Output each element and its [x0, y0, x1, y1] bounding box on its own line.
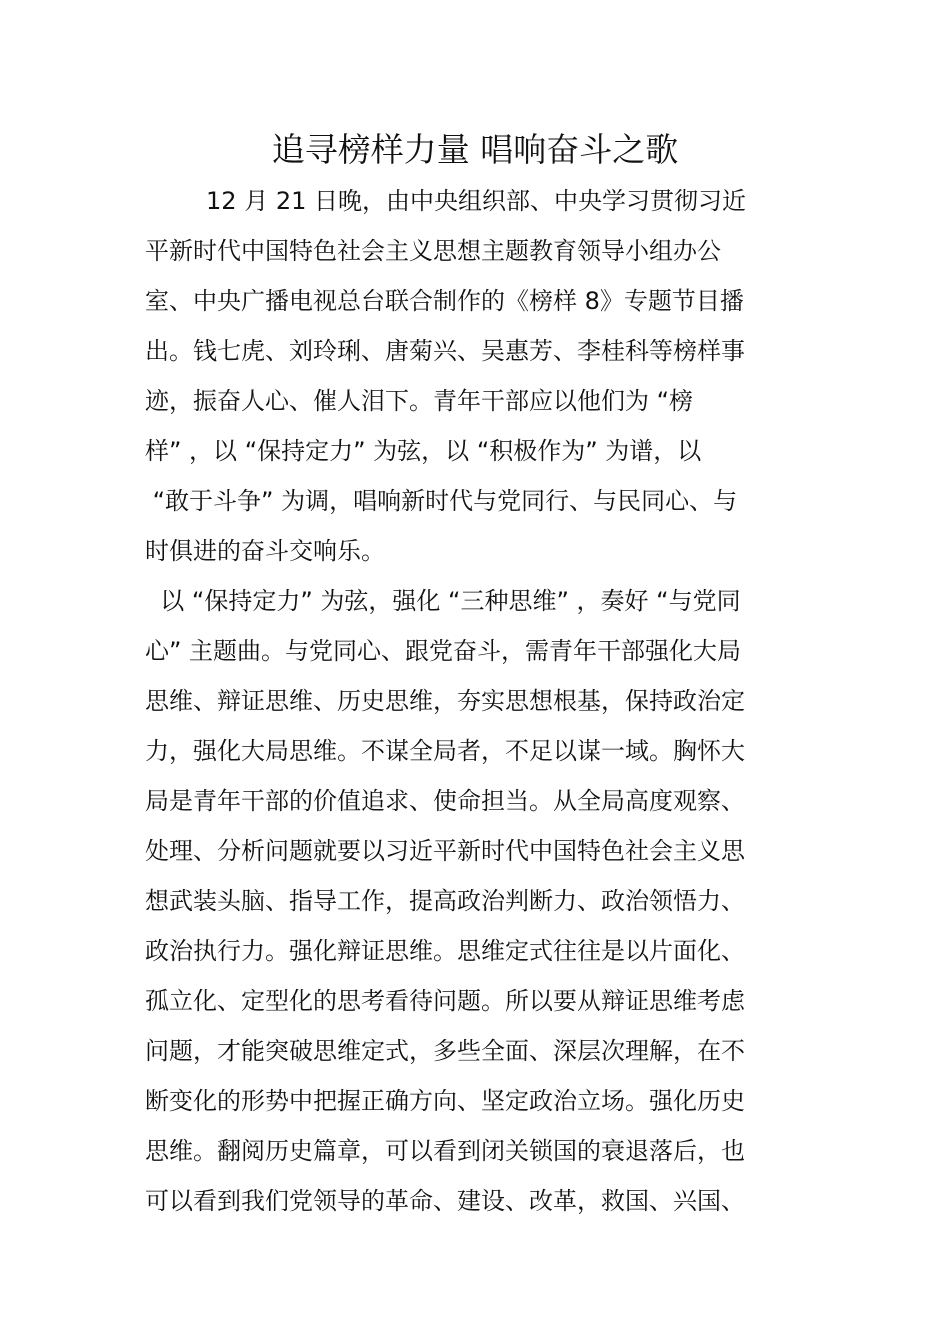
text-line: 12 月 21 日晚，由中央组织部、中央学习贯彻习近 — [145, 187, 746, 215]
text-line: 迹，振奋人心、催人泪下。青年干部应以他们为 “榜 — [145, 387, 694, 415]
text-line: 问题，才能突破思维定式，多些全面、深层次理解，在不 — [145, 1037, 745, 1065]
text-line: 力，强化大局思维。不谋全局者，不足以谋一域。胸怀大 — [145, 737, 745, 765]
text-line: 局是青年干部的价值追求、使命担当。从全局高度观察、 — [145, 787, 745, 815]
text-line: 孤立化、定型化的思考看待问题。所以要从辩证思维考虑 — [145, 987, 745, 1015]
text-line: 以 “保持定力” 为弦，强化 “三种思维” ，奏好 “与党同 — [145, 587, 741, 615]
document-title: 追寻榜样力量 唱响奋斗之歌 — [271, 130, 679, 169]
text-line: 政治执行力。强化辩证思维。思维定式往往是以片面化、 — [145, 937, 745, 965]
text-line: 可以看到我们党领导的革命、建设、改革，救国、兴国、 — [145, 1187, 745, 1215]
text-line: 思维、辩证思维、历史思维，夯实思想根基，保持政治定 — [145, 687, 745, 715]
text-line: “敢于斗争” 为调，唱响新时代与党同行、与民同心、与 — [145, 487, 738, 515]
text-line: 思维。翻阅历史篇章，可以看到闭关锁国的衰退落后，也 — [145, 1137, 745, 1165]
text-line: 心” 主题曲。与党同心、跟党奋斗，需青年干部强化大局 — [145, 637, 742, 665]
paragraph-1 — [145, 176, 810, 576]
paragraph-2 — [145, 576, 810, 1226]
text-line: 样” ，以 “保持定力” 为弦，以 “积极作为” 为谱，以 — [145, 437, 702, 465]
text-line: 出。钱七虎、刘玲琍、唐菊兴、吴惠芳、李桂科等榜样事 — [145, 337, 745, 365]
text-line: 平新时代中国特色社会主义思想主题教育领导小组办公 — [145, 237, 721, 265]
text-line: 想武装头脑、指导工作，提高政治判断力、政治领悟力、 — [145, 887, 745, 915]
text-line: 时俱进的奋斗交响乐。 — [145, 537, 385, 565]
text-line: 断变化的形势中把握正确方向、坚定政治立场。强化历史 — [145, 1087, 745, 1115]
text-line: 室、中央广播电视总台联合制作的《榜样 8》专题节目播 — [145, 287, 744, 315]
text-line: 处理、分析问题就要以习近平新时代中国特色社会主义思 — [145, 837, 745, 865]
